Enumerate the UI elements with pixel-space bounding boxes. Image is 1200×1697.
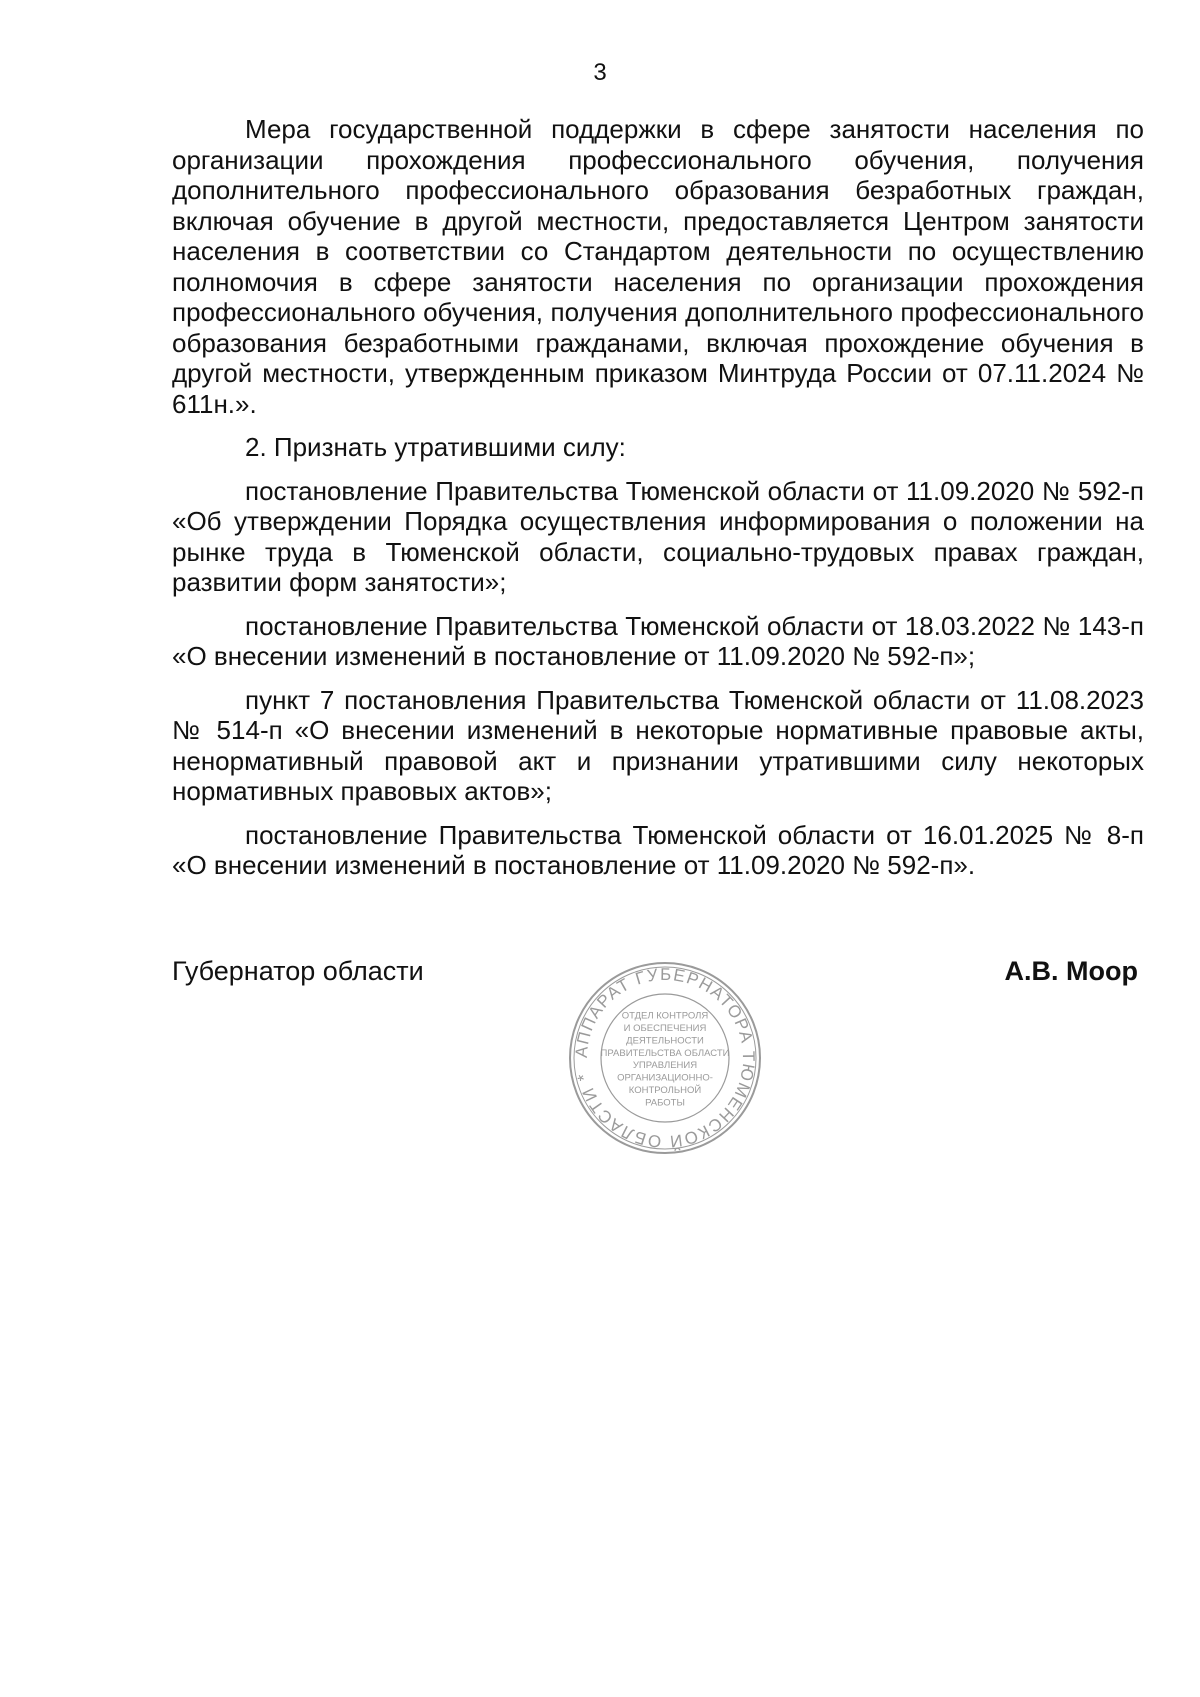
seal-inner-line: ПРАВИТЕЛЬСТВА ОБЛАСТИ <box>600 1047 730 1059</box>
seal-graphic <box>565 958 765 1158</box>
seal-inner-text <box>601 1011 730 1109</box>
seal-inner-line: УПРАВЛЕНИЯ <box>632 1060 698 1072</box>
signatory-title: Губернатор области <box>172 956 424 986</box>
page-number: 3 <box>593 59 607 86</box>
document-body <box>172 114 1144 894</box>
seal-inner-line: РАБОТЫ <box>645 1097 685 1109</box>
official-seal <box>565 958 765 1158</box>
paragraph: постановление Правительства Тюменской области от 16.01.2025 № 8-п «О внесении изменений в постановление от 11.09.2020 № 592-п». <box>172 819 1144 880</box>
signatory-name: А.В. Моор <box>1004 956 1138 986</box>
paragraph: 2. Признать утратившими силу: <box>245 432 626 462</box>
paragraph: постановление Правительства Тюменской области от 11.09.2020 № 592-п «Об утверждении Порядка осуществления информирования о положении на рынке труда в Тюменской области, социально-трудовых правах граждан, развитии форм занятости»; <box>172 475 1144 597</box>
seal-inner-line: И ОБЕСПЕЧЕНИЯ <box>623 1023 707 1034</box>
paragraph: Мера государственной поддержки в сфере занятости населения по организации прохождения профессионального обучения, получения дополнительного профессионального образования безработных граждан, включая обучение в другой местности, предоставляется Центром занятости населения в соответствии со Стандартом деятельности по осуществлению полномочия в сфере занятости населения по организации прохождения профессионального обучения, получения дополнительного профессионального образования безработными гражданами, включая прохождение обучения в другой местности, утвержденным приказом Минтруда России от 07.11.2024 № 611н.». <box>172 114 1144 419</box>
paragraph: постановление Правительства Тюменской области от 18.03.2022 № 143-п «О внесении изменений в постановление от 11.09.2020 № 592-п»; <box>172 610 1144 671</box>
seal-outer-text: АППАРАТ ГУБЕРНАТОРА ТЮМЕНСКОЙ ОБЛАСТИ * <box>571 964 759 1152</box>
seal-inner-line: КОНТРОЛЬНОЙ <box>628 1085 702 1096</box>
seal-inner-line: ДЕЯТЕЛЬНОСТИ <box>626 1035 704 1047</box>
seal-inner-line: ОРГАНИЗАЦИОННО- <box>617 1072 713 1084</box>
paragraph: пункт 7 постановления Правительства Тюменской области от 11.08.2023 № 514-п «О внесении изменений в некоторые нормативные правовые акты, ненормативный правовой акт и признании утратившими силу некоторых нормативных правовых актов»; <box>172 684 1144 806</box>
seal-inner-line: ОТДЕЛ КОНТРОЛЯ <box>621 1010 709 1022</box>
